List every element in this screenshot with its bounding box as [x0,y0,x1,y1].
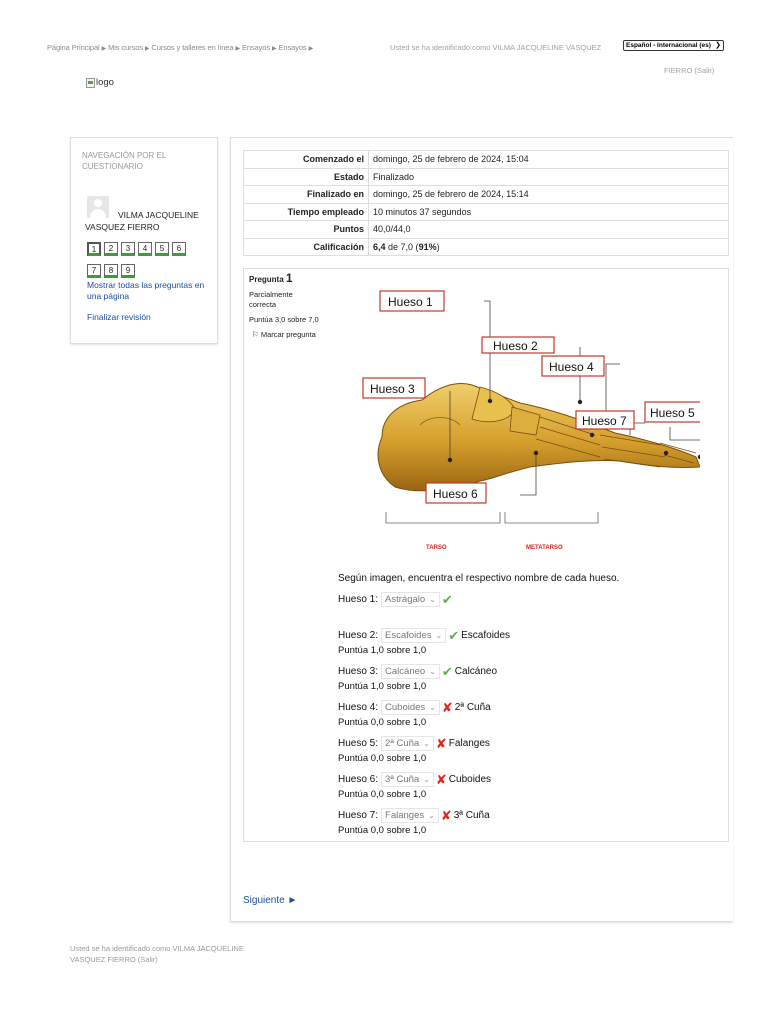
chevron-down-icon: ⌄ [435,631,443,640]
correct-answer: Escafoides [461,630,511,641]
section-labels [426,545,563,551]
login-info-continued[interactable]: FIERRO (Salir) [664,66,715,75]
flag-question-label: Marcar pregunta [260,330,316,339]
answer-label: Hueso 1: [338,594,379,605]
answer-select-value: Calcáneo [385,666,426,677]
breadcrumb-courses[interactable]: Cursos y talleres en línea [151,43,234,52]
answer-row-5 [338,735,510,771]
question-button-6[interactable]: 6 [172,242,186,256]
answer-select-value: 3ª Cuña [385,774,420,785]
summary-key: Puntos [244,221,369,239]
answer-label: Hueso 3: [338,666,379,677]
answer-label: Hueso 2: [338,630,379,641]
table-row [244,221,729,239]
flag-question[interactable] [249,330,321,340]
grade-of: de 7,0 ( [388,241,419,252]
show-all-questions-link[interactable]: Mostrar todas las preguntas en una página [87,280,205,301]
question-buttons [87,242,207,278]
grade-score: 6,4 [373,241,386,252]
correct-answer: 3ª Cuña [453,810,490,821]
flag-icon: ⚐ [252,330,259,339]
foot-bones-figure [360,275,700,567]
logo-alt-text: logo [96,77,114,88]
answer-select-5[interactable] [381,736,434,751]
metatarso-label: METATARSO [526,545,563,551]
answer-score: Puntúa 1,0 sobre 1,0 [338,645,427,656]
correct-answer: 2ª Cuña [454,702,491,713]
breadcrumb-home[interactable]: Página Principal [47,43,100,52]
logo[interactable] [86,77,114,88]
answer-score: Puntúa 1,0 sobre 1,0 [338,681,427,692]
correct-answer: Calcáneo [454,666,498,677]
bone-label-6: Hueso 6 [433,487,478,501]
main-content [230,137,733,922]
answer-score: Puntúa 0,0 sobre 1,0 [338,789,427,800]
breadcrumb-essays-2[interactable]: Ensayos [278,43,307,52]
breadcrumb-separator-icon: ▶ [235,46,240,52]
bone-label-1: Hueso 1 [388,295,433,309]
question-state: Parcialmente correcta [249,290,293,309]
correct-answer: Falanges [448,738,490,749]
table-row [244,151,729,169]
summary-value: 10 minutos 37 segundos [369,203,729,221]
bone-label-3: Hueso 3 [370,382,415,396]
answer-select-value: Escafoides [385,630,432,641]
answer-score: Puntúa 0,0 sobre 1,0 [338,753,427,764]
question-number-value: 1 [285,271,293,285]
cross-icon: ✘ [435,735,447,751]
row-break [87,258,207,262]
answer-score [338,608,510,621]
grade-percent: 91% [418,241,437,252]
answer-select-4[interactable] [381,700,440,715]
breadcrumb-separator-icon: ▶ [144,46,150,52]
breadcrumb-separator-icon: ▶ [308,46,314,52]
table-row [244,168,729,186]
table-row [244,186,729,204]
answer-label: Hueso 7: [338,810,379,821]
grade-close: ) [436,241,440,252]
breadcrumb-separator-icon: ▶ [272,46,277,52]
answer-row-1 [338,591,510,627]
question-button-7[interactable]: 7 [87,264,101,278]
summary-value: Finalizado [369,168,729,186]
answer-label: Hueso 5: [338,738,379,749]
chevron-down-icon: ⌄ [429,595,436,604]
answer-row-4 [338,699,510,735]
top-bar [0,40,768,56]
language-select-value: Español - Internacional (es) [626,42,711,49]
question-text: Según imagen, encuentra el respectivo nombre de cada hueso. [338,573,620,584]
summary-key: Estado [244,168,369,186]
question-button-8[interactable]: 8 [104,264,118,278]
question-number [249,273,321,285]
answer-row-3 [338,663,510,699]
chevron-down-icon: ⌄ [429,667,436,676]
summary-value: domingo, 25 de febrero de 2024, 15:14 [369,186,729,204]
chevron-down-icon: ⌄ [423,739,430,748]
answer-row-2 [338,627,510,663]
broken-image-icon [86,78,95,88]
bone-label-4: Hueso 4 [549,360,594,374]
quiz-navigation-title: NAVEGACIÓN POR EL CUESTIONARIO [82,151,167,171]
breadcrumb-my-courses[interactable]: Mis cursos [108,43,143,52]
answer-select-6[interactable] [381,772,434,787]
question-block [243,268,729,842]
next-page-link[interactable]: Siguiente ► [243,895,298,906]
answer-select-7[interactable] [381,808,439,823]
bone-label-2: Hueso 2 [493,339,538,353]
answer-row-6 [338,771,510,807]
language-select[interactable] [623,40,724,51]
summary-key: Finalizado en [244,186,369,204]
login-info: Usted se ha identificado como VILMA JACQUELINE VASQUEZ [390,43,602,52]
attempt-summary-table [243,150,729,256]
summary-key: Tiempo empleado [244,203,369,221]
answer-score: Puntúa 0,0 sobre 1,0 [338,825,427,836]
section-brackets [386,512,598,523]
answer-select-3[interactable] [381,664,440,679]
cross-icon: ✘ [435,771,447,787]
cross-icon: ✘ [441,699,453,715]
summary-key: Calificación [244,238,369,256]
answer-select-2[interactable] [381,628,446,643]
summary-value: domingo, 25 de febrero de 2024, 15:04 [369,151,729,169]
footer-login-info: Usted se ha identificado como VILMA JACQUELINE VASQUEZ FIERRO (Salir) [70,944,244,964]
finish-review-link[interactable]: Finalizar revisión [87,312,151,322]
summary-value [369,238,729,256]
table-row [244,238,729,256]
breadcrumb-separator-icon: ▶ [101,46,107,52]
check-icon: ✔ [448,627,460,643]
foot-illustration [378,384,700,491]
answer-select-value: Cuboides [385,702,426,713]
summary-key: Comenzado el [244,151,369,169]
answer-row-7 [338,807,510,843]
question-button-4[interactable]: 4 [138,242,152,256]
user-name: VILMA JACQUELINE VASQUEZ FIERRO [85,210,199,232]
summary-value: 40,0/44,0 [369,221,729,239]
cross-icon: ✘ [440,807,452,823]
quiz-navigation-block [70,137,218,344]
answers-list [338,591,510,843]
breadcrumb-essays[interactable]: Ensayos [241,43,271,52]
correct-answer: Cuboides [448,774,492,785]
answer-label: Hueso 4: [338,702,379,713]
check-icon: ✔ [441,663,453,679]
answer-label: Hueso 6: [338,774,379,785]
question-info [249,273,321,340]
check-icon: ✔ [441,591,453,607]
question-points: Puntúa 3,0 sobre 7,0 [249,315,319,324]
question-button-1[interactable]: 1 [87,242,101,256]
question-button-2[interactable]: 2 [104,242,118,256]
chevron-down-icon: ❯ [715,42,721,49]
chevron-down-icon: ⌄ [423,775,430,784]
bone-label-5: Hueso 5 [650,406,695,420]
breadcrumb [47,43,313,52]
answer-score: Puntúa 0,0 sobre 1,0 [338,717,427,728]
bone-label-7: Hueso 7 [582,414,627,428]
answer-select-value: 2ª Cuña [385,738,420,749]
chevron-down-icon: ⌄ [429,703,436,712]
answer-select-value: Falanges [385,810,425,821]
answer-select-value: Astrágalo [385,594,426,605]
answer-select-1[interactable] [381,592,440,607]
chevron-down-icon: ⌄ [428,811,435,820]
tarso-label: TARSO [426,545,447,551]
table-row [244,203,729,221]
question-button-5[interactable]: 5 [155,242,169,256]
question-label: Pregunta [249,275,284,284]
question-button-9[interactable]: 9 [121,264,135,278]
question-button-3[interactable]: 3 [121,242,135,256]
